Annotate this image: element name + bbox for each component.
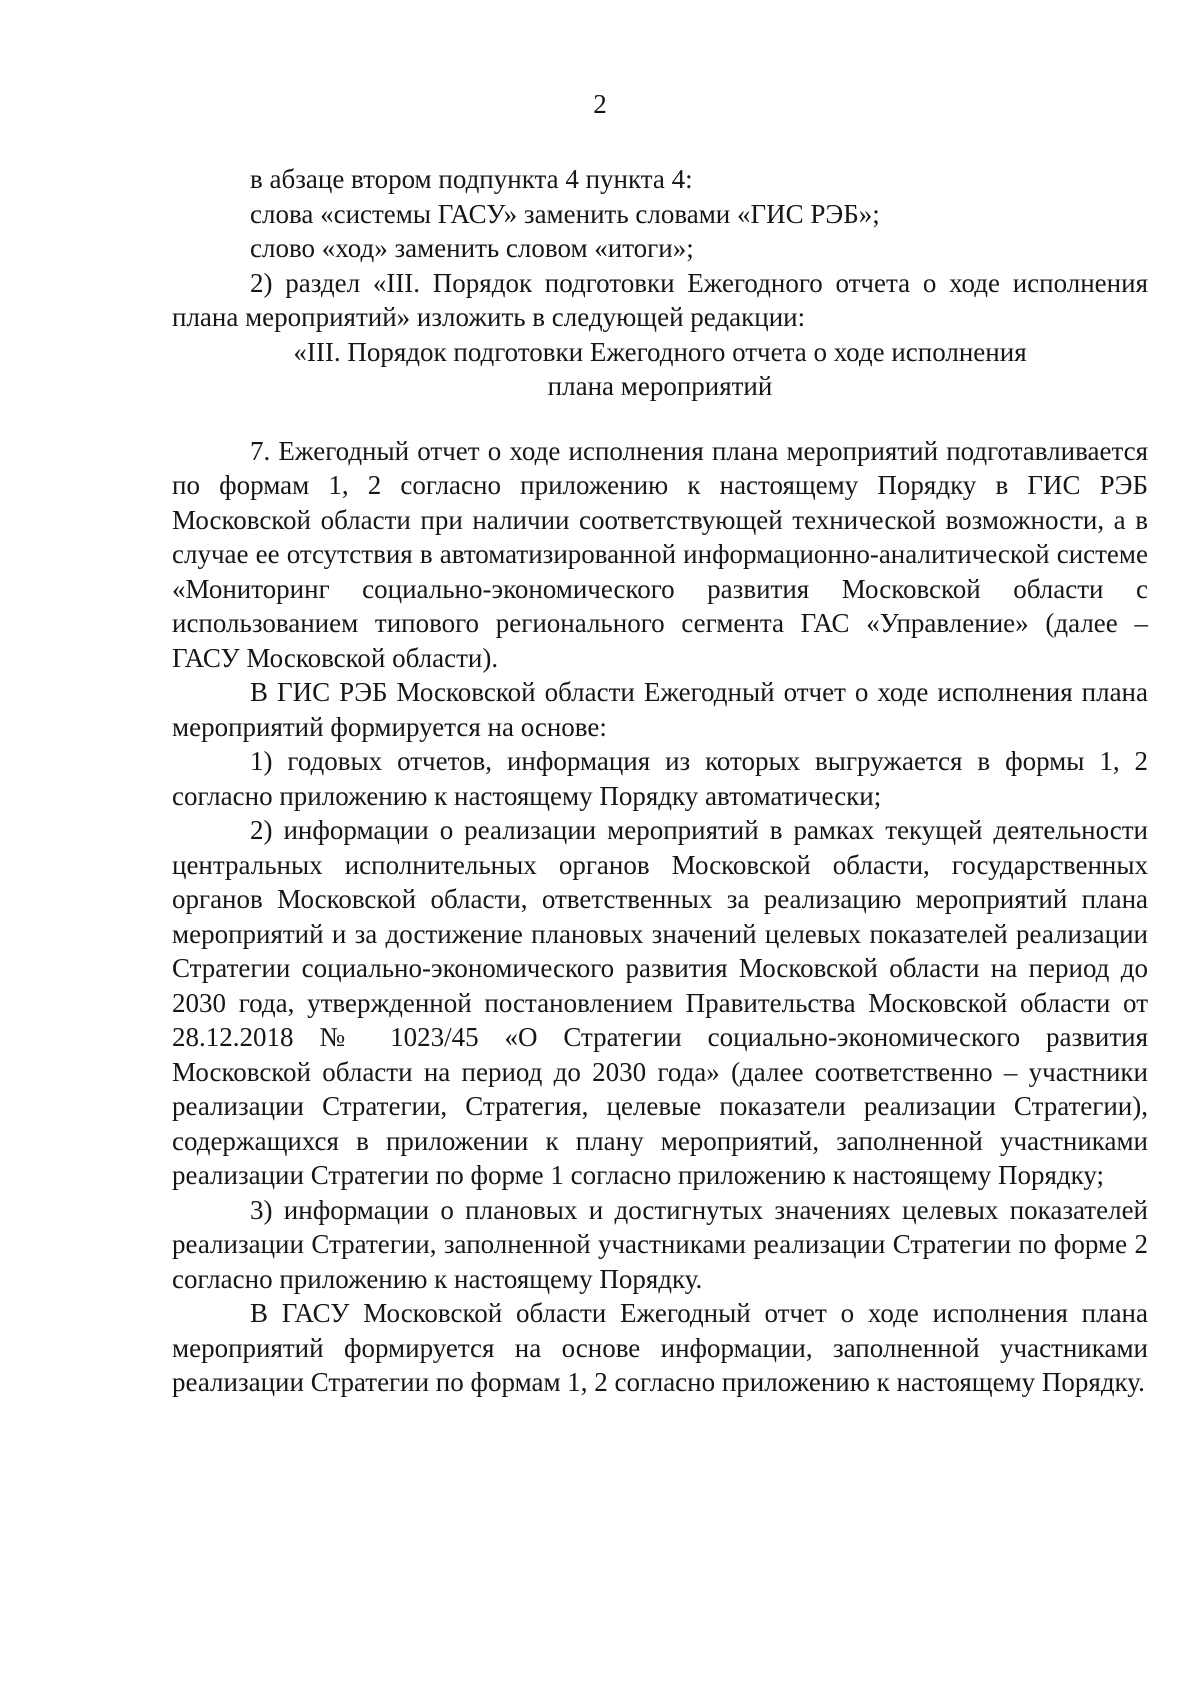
list-item-1: 1) годовых отчетов, информация из которых выгружается в формы 1, 2 согласно приложению к настоящему Порядку автоматически; — [172, 746, 1148, 811]
paragraph-gis-reb-basis: В ГИС РЭБ Московской области Ежегодный отчет о ходе исполнения плана мероприятий формируется на основе: — [172, 677, 1148, 742]
paragraph-replace-words: слова «системы ГАСУ» заменить словами «ГИС РЭБ»; — [250, 198, 880, 229]
section-heading-line-2: плана мероприятий — [547, 371, 773, 401]
page-number: 2 — [593, 89, 607, 119]
section-heading — [172, 335, 1148, 404]
spacer — [172, 404, 1148, 434]
document-body — [172, 162, 1148, 1400]
list-item-3: 3) информации о плановых и достигнутых значениях целевых показателей реализации Стратегии, заполненной участниками реализации Стратегии по форме 2 согласно приложению к настоящему Порядку. — [172, 1194, 1148, 1294]
section-heading-line-1: «III. Порядок подготовки Ежегодного отчета о ходе исполнения — [293, 336, 1027, 367]
paragraph-gasu-basis: В ГАСУ Московской области Ежегодный отчет о ходе исполнения плана мероприятий формируется на основе информации, заполненной участниками реализации Стратегии по формам 1, 2 согласно приложению к настоящему Порядку. — [172, 1298, 1148, 1397]
paragraph-item-7: 7. Ежегодный отчет о ходе исполнения плана мероприятий подготавливается по формам 1, 2 согласно приложению к настоящему Порядку в ГИС РЭБ Московской области при наличии соответствующей технической возможности, а в случае ее отсутствия в автоматизированной информационно-аналитической системе «Мониторинг социально-экономического развития Московской области с использованием типового регионального сегмента ГАС «Управление» (далее – ГАСУ Московской области). — [172, 435, 1148, 673]
paragraph-replace-word: слово «ход» заменить словом «итоги»; — [250, 233, 694, 263]
list-item-2: 2) информации о реализации мероприятий в рамках текущей деятельности центральных исполнительных органов Московской области, государственных органов Московской области, ответственных за реализацию мероприятий плана мероприятий и за достижение плановых значений целевых показателей реализации Стратегии социально-экономического развития Московской области на период до 2030 года, утвержденной постановлением Правительства Московской области от 28.12.2018 № 1023/45 «О Стратегии социально-экономического развития Московской области на период до 2030 года» (далее соответственно – участники реализации Стратегии, Стратегия, целевые показатели реализации Стратегии), содержащихся в приложении к плану мероприятий, заполненной участниками реализации Стратегии по форме 1 согласно приложению к настоящему Порядку; — [172, 815, 1148, 1190]
paragraph-section-amendment: 2) раздел «III. Порядок подготовки Ежегодного отчета о ходе исполнения плана мероприятий» изложить в следующей редакции: — [172, 267, 1148, 332]
paragraph-amendment-intro: в абзаце втором подпункта 4 пункта 4: — [250, 164, 693, 194]
